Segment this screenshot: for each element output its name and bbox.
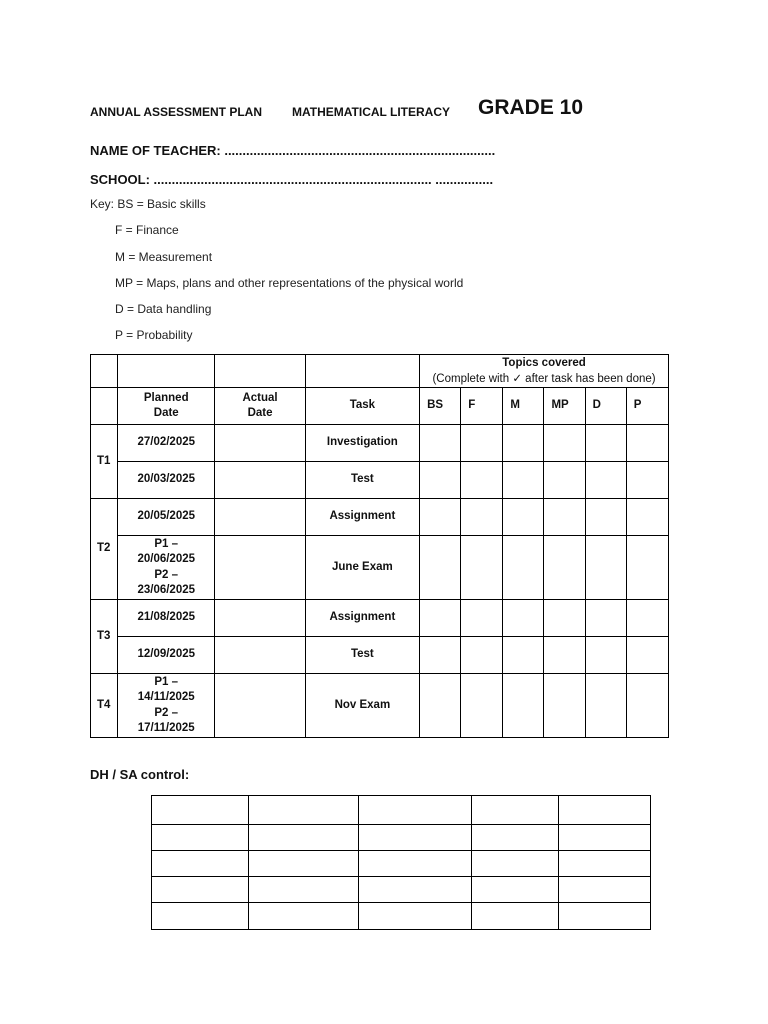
control-cell[interactable] <box>359 796 472 825</box>
control-label: DH / SA control: <box>90 767 190 782</box>
control-cell[interactable] <box>152 825 249 851</box>
planned-date: 12/09/2025 <box>137 648 196 661</box>
topic-code-f: F <box>461 388 503 425</box>
task-cell: Investigation <box>305 425 419 462</box>
control-cell[interactable] <box>472 877 559 903</box>
topic-check-cell[interactable] <box>420 600 461 637</box>
topic-check-cell[interactable] <box>503 674 544 738</box>
control-cell[interactable] <box>559 877 651 903</box>
actual-date-cell[interactable] <box>215 600 305 637</box>
topic-check-cell[interactable] <box>585 499 626 536</box>
topic-check-cell[interactable] <box>585 600 626 637</box>
control-cell[interactable] <box>472 825 559 851</box>
topic-check-cell[interactable] <box>544 600 585 637</box>
header-blank-cell <box>215 355 305 388</box>
key-item-maps: MP = Maps, plans and other representations of the physical world <box>115 276 464 290</box>
topic-check-cell[interactable] <box>461 637 503 674</box>
topic-check-cell[interactable] <box>420 637 461 674</box>
header-blank-cell <box>91 355 118 388</box>
topic-check-cell[interactable] <box>544 425 585 462</box>
topic-check-cell[interactable] <box>585 462 626 499</box>
control-cell[interactable] <box>249 851 359 877</box>
control-cell[interactable] <box>152 877 249 903</box>
planned-date: 20/03/2025 <box>137 473 196 486</box>
topic-check-cell[interactable] <box>626 462 668 499</box>
task-cell: Test <box>305 462 419 499</box>
topic-check-cell[interactable] <box>420 462 461 499</box>
planned-date-line: P1 – <box>154 675 179 688</box>
topic-check-cell[interactable] <box>420 536 461 600</box>
topics-covered-note: (Complete with ✓ after task has been done) <box>432 373 656 385</box>
subject-title: MATHEMATICAL LITERACY <box>292 105 450 119</box>
task-header: Task <box>305 388 419 425</box>
topic-check-cell[interactable] <box>503 536 544 600</box>
actual-date-cell[interactable] <box>215 425 305 462</box>
topic-check-cell[interactable] <box>544 462 585 499</box>
topic-check-cell[interactable] <box>461 600 503 637</box>
planned-date-header <box>118 388 215 425</box>
topic-check-cell[interactable] <box>585 536 626 600</box>
topic-check-cell[interactable] <box>626 425 668 462</box>
topic-check-cell[interactable] <box>626 600 668 637</box>
topic-code-m: M <box>503 388 544 425</box>
key-item-probability: P = Probability <box>115 328 193 342</box>
key-item-data-handling: D = Data handling <box>115 302 212 316</box>
topic-check-cell[interactable] <box>544 674 585 738</box>
term-label: T3 <box>91 600 118 674</box>
planned-date-line: 20/06/2025 <box>137 553 196 565</box>
grade-title: GRADE 10 <box>478 96 584 119</box>
topic-check-cell[interactable] <box>461 536 503 600</box>
term-label: T4 <box>91 674 118 738</box>
topic-check-cell[interactable] <box>420 674 461 738</box>
term-header-cell <box>91 388 118 425</box>
planned-date-cell <box>118 425 215 462</box>
topic-check-cell[interactable] <box>544 499 585 536</box>
control-cell[interactable] <box>359 825 472 851</box>
topic-check-cell[interactable] <box>626 674 668 738</box>
control-table <box>151 795 651 930</box>
topic-check-cell[interactable] <box>503 462 544 499</box>
topic-code-p: P <box>626 388 668 425</box>
planned-date-cell <box>118 600 215 637</box>
control-cell[interactable] <box>472 903 559 930</box>
key-intro: Key: BS = Basic skills <box>90 197 206 211</box>
control-cell[interactable] <box>249 903 359 930</box>
control-cell[interactable] <box>472 851 559 877</box>
control-cell[interactable] <box>249 877 359 903</box>
key-item-measurement: M = Measurement <box>115 250 213 264</box>
teacher-name-line: NAME OF TEACHER: ........................................................................... <box>90 143 496 158</box>
topic-check-cell[interactable] <box>461 499 503 536</box>
topics-covered-header <box>420 355 669 388</box>
task-cell: Assignment <box>305 499 419 536</box>
header-blank-cell <box>118 355 215 388</box>
actual-date-cell[interactable] <box>215 462 305 499</box>
key-item-finance: F = Finance <box>115 223 179 237</box>
topic-check-cell[interactable] <box>461 462 503 499</box>
topic-check-cell[interactable] <box>503 499 544 536</box>
topic-check-cell[interactable] <box>503 425 544 462</box>
planned-date-line: P1 – <box>154 537 179 550</box>
school-line: SCHOOL: ............................................................................. ................ <box>90 172 494 187</box>
actual-date-header-line: Date <box>247 407 273 419</box>
actual-date-header <box>215 388 305 425</box>
topic-check-cell[interactable] <box>626 499 668 536</box>
planned-date-cell <box>118 536 215 600</box>
topic-check-cell[interactable] <box>420 499 461 536</box>
topic-check-cell[interactable] <box>544 536 585 600</box>
actual-date-cell[interactable] <box>215 637 305 674</box>
control-cell[interactable] <box>472 796 559 825</box>
actual-date-cell[interactable] <box>215 536 305 600</box>
control-cell[interactable] <box>559 851 651 877</box>
control-cell[interactable] <box>559 825 651 851</box>
term-label: T1 <box>91 425 118 499</box>
planned-date-cell <box>118 637 215 674</box>
topic-check-cell[interactable] <box>626 536 668 600</box>
topic-code-mp: MP <box>544 388 585 425</box>
planned-date: 27/02/2025 <box>137 436 196 449</box>
topic-check-cell[interactable] <box>461 425 503 462</box>
topic-check-cell[interactable] <box>544 637 585 674</box>
control-cell[interactable] <box>152 851 249 877</box>
topic-check-cell[interactable] <box>503 637 544 674</box>
topic-check-cell[interactable] <box>626 637 668 674</box>
control-cell[interactable] <box>359 851 472 877</box>
planned-date-cell <box>118 499 215 536</box>
planned-date-line: P2 – <box>154 706 179 719</box>
planned-date-line: 17/11/2025 <box>137 722 195 734</box>
planned-date-cell <box>118 674 215 738</box>
task-cell: Nov Exam <box>305 674 419 738</box>
topic-check-cell[interactable] <box>461 674 503 738</box>
planned-date-line: P2 – <box>154 568 179 581</box>
control-cell[interactable] <box>559 903 651 930</box>
header-blank-cell <box>305 355 419 388</box>
control-cell[interactable] <box>152 903 249 930</box>
control-cell[interactable] <box>249 796 359 825</box>
topic-code-bs: BS <box>420 388 461 425</box>
planned-date-header-line: Date <box>153 407 179 419</box>
term-label: T2 <box>91 499 118 600</box>
planned-date-cell <box>118 462 215 499</box>
control-cell[interactable] <box>249 825 359 851</box>
assessment-plan-table <box>90 354 669 738</box>
planned-date-header-line: Planned <box>143 391 189 404</box>
actual-date-header-line: Actual <box>242 391 278 404</box>
control-cell[interactable] <box>559 796 651 825</box>
plan-title: ANNUAL ASSESSMENT PLAN <box>90 105 263 119</box>
topic-check-cell[interactable] <box>503 600 544 637</box>
planned-date: 21/08/2025 <box>137 611 196 624</box>
task-cell: Test <box>305 637 419 674</box>
topic-check-cell[interactable] <box>585 674 626 738</box>
control-cell[interactable] <box>152 796 249 825</box>
planned-date-line: 23/06/2025 <box>137 584 196 596</box>
topics-covered-title: Topics covered <box>502 357 586 369</box>
actual-date-cell[interactable] <box>215 499 305 536</box>
actual-date-cell[interactable] <box>215 674 305 738</box>
task-cell: June Exam <box>305 536 419 600</box>
topic-check-cell[interactable] <box>585 425 626 462</box>
control-cell[interactable] <box>359 903 472 930</box>
planned-date-line: 14/11/2025 <box>137 691 195 703</box>
task-cell: Assignment <box>305 600 419 637</box>
topic-code-d: D <box>585 388 626 425</box>
planned-date: 20/05/2025 <box>137 510 196 523</box>
control-cell[interactable] <box>359 877 472 903</box>
topic-check-cell[interactable] <box>585 637 626 674</box>
topic-check-cell[interactable] <box>420 425 461 462</box>
